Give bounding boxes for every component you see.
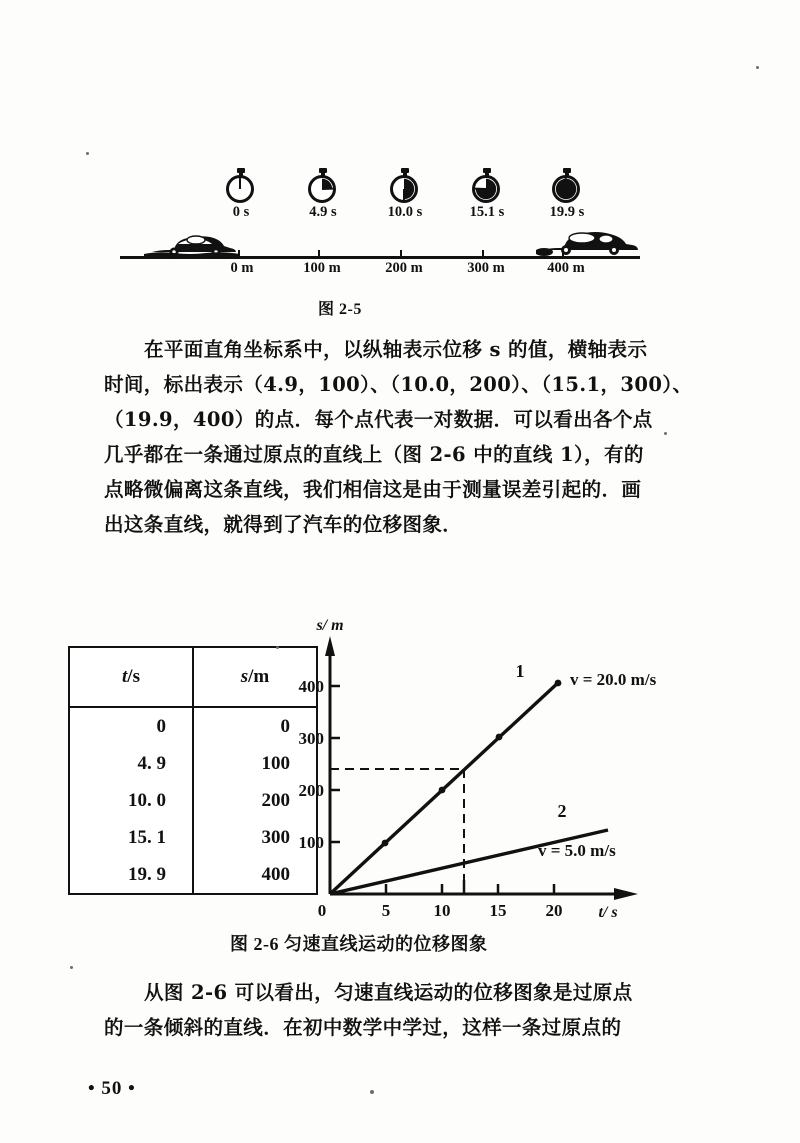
table-cell-displacement: 400 (261, 863, 290, 885)
stopwatch-dial (308, 175, 336, 203)
stopwatch-4 (549, 168, 585, 220)
car-at-start-icon (144, 226, 244, 258)
stopwatch-needle (403, 189, 405, 200)
scan-speck (86, 152, 89, 155)
stopwatch-time-label: 15.1 s (469, 204, 505, 220)
paragraph-1-line-5: 出这条直线，就得到了汽车的位移图象． (104, 513, 463, 536)
figure-2-6-caption: 图 2-6 匀速直线运动的位移图象 (230, 934, 488, 954)
x-axis-label: t/ s (598, 904, 618, 921)
table-cell-time: 15. 1 (69, 819, 193, 856)
scan-speck (664, 432, 667, 435)
x-axis-arrow-icon (614, 888, 638, 900)
data-point (439, 787, 446, 794)
stopwatch-crown-icon (401, 168, 409, 173)
x-tick-label-5: 5 (381, 901, 391, 920)
stopwatch-crown-icon (563, 168, 571, 173)
stopwatch-needle (565, 178, 567, 189)
table-row (69, 856, 317, 894)
series-1-number: 1 (515, 661, 525, 681)
distance-label-0: 0 m (230, 260, 254, 276)
paragraph-1-line-3: 几乎都在一条通过原点的直线上（图 2-6 中的直线 1），有的 (104, 443, 644, 466)
figure-2-5-caption: 图 2-5 (318, 301, 362, 318)
series-1-velocity-label: v = 20.0 m/s (570, 670, 657, 689)
paragraph-1 (104, 332, 692, 542)
table-row (69, 819, 317, 856)
table-cell-displacement: 300 (261, 826, 290, 848)
x-tick-label-20: 20 (545, 901, 563, 920)
distance-label-3: 300 m (467, 260, 505, 276)
figure-2-6-chart (296, 612, 666, 922)
y-tick-label-100: 100 (298, 833, 324, 852)
table-header-displacement-symbol: s (240, 666, 249, 687)
paragraph-1-line-2: （19.9，400）的点．每个点代表一对数据．可以看出各个点 (104, 408, 653, 431)
distance-label-4: 400 m (547, 260, 585, 276)
table-cell-time: 10. 0 (69, 782, 193, 819)
stopwatch-dial (472, 175, 500, 203)
scan-speck (370, 1090, 374, 1094)
table-header-time-unit: /s (127, 666, 140, 687)
y-tick-label-300: 300 (298, 729, 324, 748)
distance-label-2: 200 m (385, 260, 423, 276)
paragraph-1-line-4: 点略微偏离这条直线，我们相信这是由于测量误差引起的．画 (104, 478, 642, 501)
stopwatch-1 (306, 168, 340, 220)
table-cell-time: 19. 9 (69, 856, 193, 894)
table-row (69, 745, 317, 782)
road-tick (400, 250, 402, 257)
stopwatch-time-label: 10.0 s (387, 204, 423, 220)
series-line-1 (330, 681, 560, 894)
scan-speck (276, 646, 279, 649)
data-point (382, 840, 389, 847)
road-tick (482, 250, 484, 257)
stopwatch-dial (390, 175, 418, 203)
stopwatch-crown-icon (319, 168, 327, 173)
y-tick-label-400: 400 (298, 677, 324, 696)
series-2-number: 2 (557, 801, 567, 821)
paragraph-2 (104, 975, 633, 1045)
table-cell-time: 0 (69, 707, 193, 745)
table-row (69, 707, 317, 745)
y-axis-label: s/ m (316, 617, 344, 634)
data-point (496, 734, 503, 741)
table-header-displacement-unit: /m (248, 666, 270, 687)
distance-label-1: 100 m (303, 260, 341, 276)
stopwatch-crown-icon (483, 168, 491, 173)
table-row (69, 782, 317, 819)
table-cell-displacement: 200 (261, 789, 290, 811)
stopwatch-dial (226, 175, 254, 203)
series-2-velocity-label: v = 5.0 m/s (538, 841, 616, 860)
table-header-time (69, 647, 193, 707)
paragraph-2-line-1: 的一条倾斜的直线．在初中数学中学过，这样一条过原点的 (104, 1016, 622, 1039)
stopwatch-dial (552, 175, 580, 203)
scan-speck (756, 66, 759, 69)
table-cell-time: 4. 9 (69, 745, 193, 782)
stopwatch-time-label: 4.9 s (309, 204, 337, 220)
y-tick-label-200: 200 (298, 781, 324, 800)
scan-speck (70, 966, 73, 969)
figure-2-5 (120, 168, 660, 288)
stopwatch-2 (387, 168, 423, 220)
series-line-2 (330, 830, 608, 894)
y-axis-arrow-icon (325, 636, 335, 656)
x-tick-label-0: 0 (317, 901, 327, 920)
stopwatch-3 (469, 168, 505, 220)
x-tick-label-10: 10 (433, 901, 451, 920)
table-header-time-symbol: t (122, 666, 128, 687)
paragraph-1-line-0: 在平面直角坐标系中，以纵轴表示位移 s 的值，横轴表示 (144, 338, 648, 361)
paragraph-1-line-1: 时间，标出表示（4.9，100）、（10.0，200）、（15.1，300）、 (104, 373, 693, 396)
data-point (555, 680, 562, 687)
table-header-row (69, 647, 317, 707)
stopwatch-0 (224, 168, 258, 220)
stopwatch-time-label: 0 s (232, 204, 250, 220)
displacement-data-table (68, 646, 318, 895)
stopwatch-time-label: 19.9 s (549, 204, 585, 220)
page-number: • 50 • (88, 1078, 136, 1099)
road-tick (318, 250, 320, 257)
car-at-end-icon (536, 222, 642, 258)
table-cell-displacement: 100 (261, 752, 290, 774)
paragraph-2-line-0: 从图 2-6 可以看出，匀速直线运动的位移图象是过原点 (144, 981, 633, 1004)
x-tick-label-15: 15 (489, 901, 507, 920)
stopwatch-needle (322, 188, 333, 190)
stopwatch-needle (239, 178, 241, 189)
stopwatch-needle (475, 188, 486, 190)
table-cell-displacement: 0 (280, 715, 290, 737)
stopwatch-crown-icon (237, 168, 245, 173)
